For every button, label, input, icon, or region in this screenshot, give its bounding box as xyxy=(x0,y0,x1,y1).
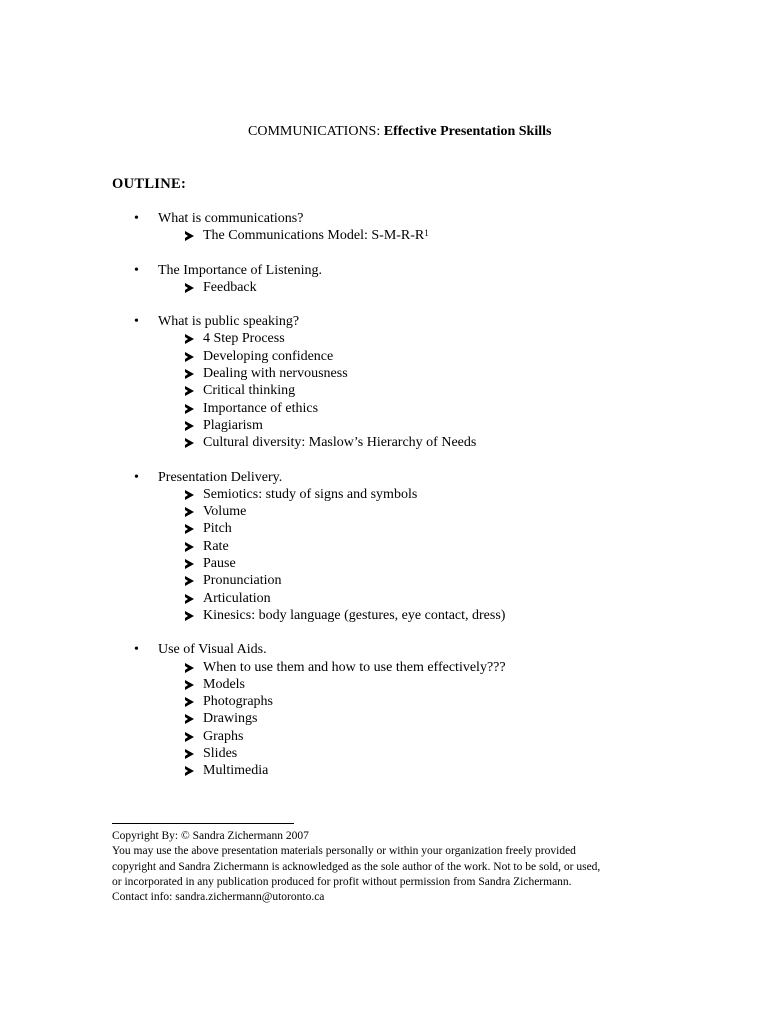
sub-item-text-wrap xyxy=(203,710,257,727)
sub-item-text-wrap xyxy=(203,676,245,693)
sub-item xyxy=(0,520,768,537)
sub-item-text: Kinesics: body language (gestures, eye contact, dress) xyxy=(203,607,506,623)
sub-item xyxy=(0,227,768,244)
arrow-bullet-icon xyxy=(185,490,194,500)
sub-item-text: Feedback xyxy=(203,279,257,295)
sub-item-text: Plagiarism xyxy=(203,417,263,433)
sub-item-text: When to use them and how to use them effectively??? xyxy=(203,659,506,675)
sub-item-text-wrap xyxy=(203,607,505,624)
sub-item-text-wrap xyxy=(203,503,246,520)
sub-item xyxy=(0,762,768,779)
bullet-heading: Presentation Delivery. xyxy=(158,469,283,485)
footnote xyxy=(112,829,672,905)
arrow-bullet-icon xyxy=(185,576,194,586)
sub-item-text-wrap xyxy=(203,279,257,296)
bullet-dot-icon: • xyxy=(134,262,139,278)
outline-section xyxy=(0,262,768,297)
outline-heading: OUTLINE: xyxy=(112,176,187,192)
title-main: Effective Presentation Skills xyxy=(383,124,552,139)
arrow-bullet-icon xyxy=(185,663,194,673)
outline-section xyxy=(0,469,768,625)
sub-item-text-wrap xyxy=(203,693,273,710)
sub-item-text-wrap xyxy=(203,745,237,762)
sub-item xyxy=(0,279,768,296)
bullet-dot-icon: • xyxy=(134,469,139,485)
sub-item-text: 4 Step Process xyxy=(203,331,285,347)
arrow-bullet-icon xyxy=(185,386,194,396)
footnote-copyright: Copyright By: © Sandra Zichermann 2007 xyxy=(112,830,309,842)
sub-item xyxy=(0,710,768,727)
sub-item-text-wrap xyxy=(203,520,232,537)
arrow-bullet-icon xyxy=(185,438,194,448)
sub-item-text-wrap xyxy=(203,659,506,676)
footnote-line-1: You may use the above presentation materials personally or within your organization freely provided xyxy=(112,845,576,858)
sub-item-text: Slides xyxy=(203,746,238,762)
sub-item-text: Drawings xyxy=(203,711,258,727)
arrow-bullet-icon xyxy=(185,404,194,414)
outline-section xyxy=(0,210,768,245)
bullet-item xyxy=(0,469,768,486)
title-prefix: COMMUNICATIONS: xyxy=(248,124,384,139)
sub-item-text-wrap xyxy=(203,762,268,779)
sub-item-text: Models xyxy=(203,676,245,692)
bullet-dot-icon: • xyxy=(134,314,139,330)
sub-item xyxy=(0,659,768,676)
sub-item-text: Multimedia xyxy=(203,763,269,779)
bullet-item xyxy=(0,262,768,279)
sub-item xyxy=(0,417,768,434)
sub-item-text: Articulation xyxy=(203,590,271,606)
sub-item-text-wrap xyxy=(203,590,271,607)
arrow-bullet-icon xyxy=(185,421,194,431)
sub-item xyxy=(0,538,768,555)
sub-item xyxy=(0,693,768,710)
sub-item-text: Graphs xyxy=(203,728,244,744)
outline-sections xyxy=(0,210,768,797)
sub-item xyxy=(0,330,768,347)
sub-item-text: Cultural diversity: Maslow’s Hierarchy of Needs xyxy=(203,435,477,451)
arrow-bullet-icon xyxy=(185,507,194,517)
bullet-item xyxy=(0,210,768,227)
sub-item xyxy=(0,676,768,693)
arrow-bullet-icon xyxy=(185,352,194,362)
sub-item xyxy=(0,555,768,572)
arrow-bullet-icon xyxy=(185,611,194,621)
arrow-bullet-icon xyxy=(185,369,194,379)
sub-item-text: Semiotics: study of signs and symbols xyxy=(203,486,418,502)
arrow-bullet-icon xyxy=(185,714,194,724)
document-title xyxy=(248,124,551,140)
sub-item xyxy=(0,572,768,589)
arrow-bullet-icon xyxy=(185,524,194,534)
sub-item xyxy=(0,590,768,607)
sub-item-text-wrap xyxy=(203,486,417,503)
bullet-heading: The Importance of Listening. xyxy=(158,262,323,278)
sub-item xyxy=(0,745,768,762)
sub-item-text: Pause xyxy=(203,556,236,572)
arrow-bullet-icon xyxy=(185,732,194,742)
arrow-bullet-icon xyxy=(185,766,194,776)
arrow-bullet-icon xyxy=(185,749,194,759)
sub-item-text-wrap xyxy=(203,728,243,745)
sub-item-text: Importance of ethics xyxy=(203,400,319,416)
sub-item xyxy=(0,434,768,451)
sub-item-text: Developing confidence xyxy=(203,348,334,364)
bullet-heading: What is public speaking? xyxy=(158,314,300,330)
bullet-dot-icon: • xyxy=(134,211,139,226)
sub-item-text: Pitch xyxy=(203,521,232,537)
outline-section xyxy=(0,313,768,451)
sub-item-text: Rate xyxy=(203,538,229,554)
sub-item-text-wrap xyxy=(203,572,282,589)
sub-item-text-wrap xyxy=(203,382,295,399)
sub-item-text-wrap xyxy=(203,417,263,434)
footnote-marker: 1 xyxy=(424,228,429,239)
bullet-item xyxy=(0,641,768,658)
sub-item-text-wrap xyxy=(203,400,318,417)
sub-item-text: The Communications Model: S-M-R-R xyxy=(203,228,425,244)
sub-item-text: Pronunciation xyxy=(203,573,282,589)
sub-item-text-wrap xyxy=(203,434,476,451)
arrow-bullet-icon xyxy=(185,542,194,552)
footnote-line-3: or incorporated in any publication produced for profit without permission from Sandra Zichermann. xyxy=(112,875,572,888)
sub-item-text-wrap xyxy=(203,348,333,365)
footnote-line-2: copyright and Sandra Zichermann is acknowledged as the sole author of the work. Not to be sold, or used, xyxy=(112,860,601,873)
sub-item-text: Dealing with nervousness xyxy=(203,366,348,382)
arrow-bullet-icon xyxy=(185,334,194,344)
arrow-bullet-icon xyxy=(185,283,194,293)
sub-item xyxy=(0,382,768,399)
sub-item xyxy=(0,365,768,382)
arrow-bullet-icon xyxy=(185,594,194,604)
sub-item-text-wrap xyxy=(203,555,236,572)
sub-item-text-wrap xyxy=(203,330,285,347)
arrow-bullet-icon xyxy=(185,559,194,569)
sub-item xyxy=(0,400,768,417)
sub-item xyxy=(0,348,768,365)
sub-item-text-wrap xyxy=(203,538,229,555)
sub-item xyxy=(0,728,768,745)
outline-section xyxy=(0,641,768,779)
bullet-heading: Use of Visual Aids. xyxy=(158,642,267,658)
bullet-heading: What is communications? xyxy=(158,211,304,226)
sub-item-text: Photographs xyxy=(203,694,273,710)
bullet-dot-icon: • xyxy=(134,642,139,658)
footnote-contact: Contact info: sandra.zichermann@utoronto.ca xyxy=(112,891,325,904)
arrow-bullet-icon xyxy=(185,231,194,241)
sub-item-text-wrap xyxy=(203,365,348,382)
bullet-item xyxy=(0,313,768,330)
footnote-separator xyxy=(112,823,294,824)
arrow-bullet-icon xyxy=(185,680,194,690)
sub-item-text: Volume xyxy=(203,504,247,520)
sub-item xyxy=(0,607,768,624)
arrow-bullet-icon xyxy=(185,697,194,707)
sub-item-text: Critical thinking xyxy=(203,383,296,399)
sub-item xyxy=(0,503,768,520)
sub-item xyxy=(0,486,768,503)
sub-item-text-wrap xyxy=(203,227,429,244)
